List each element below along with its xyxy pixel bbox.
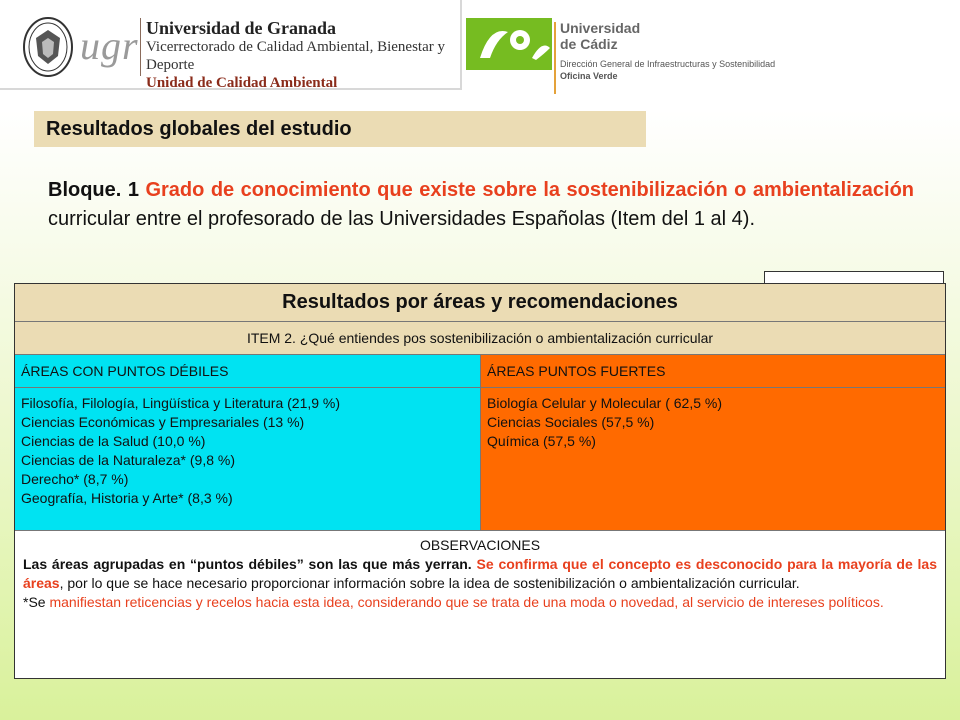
ugr-divider <box>140 18 141 76</box>
observations-rest: , por lo que se hace necesario proporcionar información sobre la idea de sostenibilización o ambientalización curricular. <box>59 575 800 591</box>
strong-areas-header: ÁREAS PUNTOS FUERTES <box>481 355 945 387</box>
observations-bold: Las áreas agrupadas en “puntos débiles” son las que más yerran. <box>23 556 472 572</box>
ugr-unit: Unidad de Calidad Ambiental <box>146 75 338 91</box>
uca-department: Dirección General de Infraestructuras y Sostenibilidad <box>560 59 776 69</box>
weak-areas-list <box>15 388 481 530</box>
list-item: Química (57,5 %) <box>487 433 596 449</box>
uca-header <box>462 0 960 100</box>
observations-note-prefix: *Se <box>23 594 46 610</box>
uca-name-line1: Universidad <box>560 20 641 36</box>
observations-text <box>23 555 937 593</box>
uca-office: Oficina Verde <box>560 71 618 81</box>
observations <box>15 531 945 612</box>
bloque-rest: curricular entre el profesorado de las Universidades Españolas (Item del 1 al 4). <box>48 208 756 230</box>
list-item: Ciencias de la Salud (10,0 %) <box>21 433 206 449</box>
observations-title: OBSERVACIONES <box>419 537 541 553</box>
uca-logo-icon <box>466 18 552 70</box>
results-item: ITEM 2. ¿Qué entiendes pos sostenibilización o ambientalización curricular <box>15 322 945 355</box>
uca-name-line2: de Cádiz <box>560 36 618 52</box>
list-item: Filosofía, Filología, Lingüística y Literatura (21,9 %) <box>21 395 341 411</box>
results-table <box>14 283 946 679</box>
results-title: Resultados por áreas y recomendaciones <box>15 284 945 322</box>
list-item: Derecho* (8,7 %) <box>21 471 129 487</box>
bloque-label: Bloque. 1 <box>48 179 139 201</box>
bloque-highlight: Grado de conocimiento que existe sobre la sostenibilización o ambientalización <box>145 179 915 201</box>
list-item: Ciencias Sociales (57,5 %) <box>487 414 655 430</box>
bloque-description <box>48 176 914 234</box>
observations-note <box>23 593 937 612</box>
list-item: Ciencias Económicas y Empresariales (13 %) <box>21 414 305 430</box>
ugr-header <box>0 0 462 90</box>
observations-red-bold: Se confirma que el concepto es desconocido para la mayoría de las áreas <box>23 556 938 591</box>
observations-note-red: manifiestan reticencias y recelos hacia esta idea, considerando que se trata de una moda o novedad, al servicio de intereses políticos. <box>49 594 884 610</box>
list-item: Geografía, Historia y Arte* (8,3 %) <box>21 490 233 506</box>
ugr-vicerrectorado: Vicerrectorado de Calidad Ambiental, Bienestar y Deporte <box>146 39 445 73</box>
ugr-text <box>146 18 460 92</box>
strong-areas-list <box>481 388 945 530</box>
uca-divider <box>554 22 556 94</box>
weak-areas-header: ÁREAS CON PUNTOS DÉBILES <box>15 355 481 387</box>
section-title: Resultados globales del estudio <box>34 111 646 147</box>
list-item: Biología Celular y Molecular ( 62,5 %) <box>487 395 722 411</box>
ugr-logo-mark: ugr <box>80 23 139 68</box>
ugr-university-name: Universidad de Granada <box>146 18 337 38</box>
results-header-row <box>15 355 945 388</box>
list-item: Ciencias de la Naturaleza* (9,8 %) <box>21 452 235 468</box>
results-body-row <box>15 388 945 531</box>
uca-text <box>560 20 775 82</box>
ugr-seal-icon <box>22 16 74 78</box>
